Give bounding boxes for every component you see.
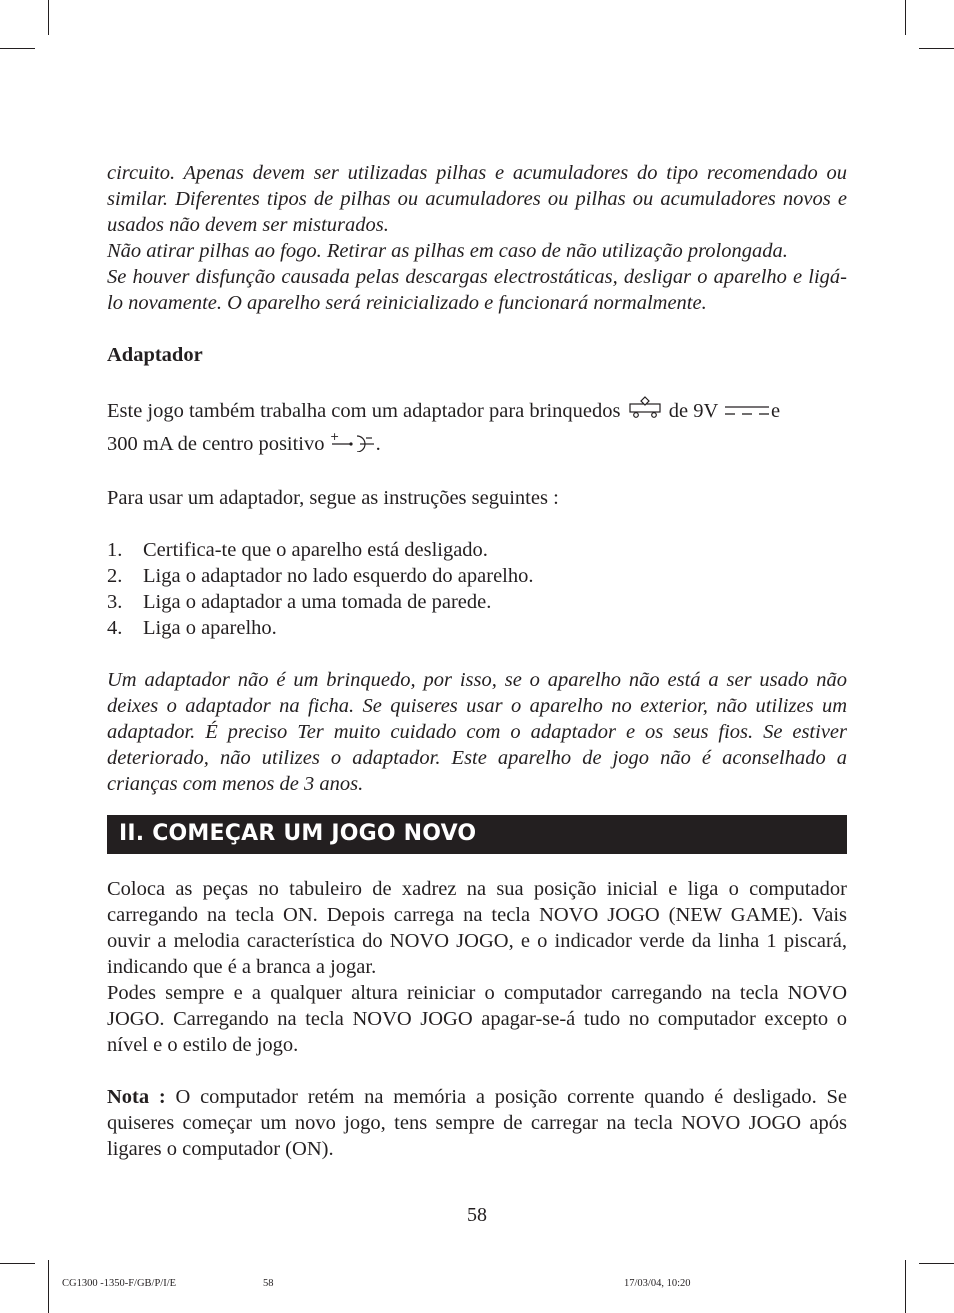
- crop-mark: [0, 48, 35, 49]
- list-item: [107, 615, 847, 641]
- intro-paragraph: circuito. Apenas devem ser utilizadas pilhas e acumuladores do tipo recomendado ou similar. Diferentes tipos de pilhas ou acumuladores ou pilhas ou acumuladores novos e usados não devem ser misturados.: [107, 162, 847, 236]
- adaptador-heading: Adaptador: [107, 344, 203, 366]
- adapter-text: de 9V: [668, 400, 718, 423]
- adapter-text: e: [771, 400, 781, 423]
- toy-transformer-icon: [626, 394, 664, 431]
- step-number: 3.: [107, 590, 123, 613]
- nota-text: O computador retém na memória a posição corrente quando é desligado. Se quiseres começar um novo jogo, tens sempre de carregar na tecla NOVO JOGO após ligares o computador (ON).: [107, 1085, 847, 1160]
- list-item: [107, 537, 847, 563]
- center-positive-polarity-icon: [330, 432, 376, 459]
- step-text: Liga o adaptador no lado esquerdo do aparelho.: [143, 564, 534, 587]
- page-number: 58: [467, 1204, 487, 1226]
- step-number: 4.: [107, 616, 123, 639]
- crop-mark: [48, 0, 49, 35]
- steps-list: [107, 537, 847, 641]
- page-content: [107, 160, 847, 1162]
- nota-label: Nota :: [107, 1085, 166, 1108]
- adapter-text: .: [375, 433, 381, 455]
- step-number: 1.: [107, 538, 123, 561]
- step-number: 2.: [107, 564, 123, 587]
- intro-paragraph: Não atirar pilhas ao fogo. Retirar as pilhas em caso de não utilização prolongada.: [107, 240, 788, 262]
- instructions-intro: Para usar um adaptador, segue as instruções seguintes :: [107, 486, 559, 509]
- list-item: [107, 563, 847, 589]
- footer-page: 58: [263, 1278, 274, 1289]
- crop-mark: [48, 1260, 49, 1313]
- step-text: Certifica-te que o aparelho está desligado.: [143, 538, 488, 561]
- dc-current-icon: [723, 400, 771, 426]
- crop-mark: [905, 1260, 906, 1313]
- crop-mark: [0, 1263, 35, 1264]
- body-paragraph: Coloca as peças no tabuleiro de xadrez na sua posição inicial e liga o computador carregando na tecla ON. Depois carrega na tecla NOVO JOGO (NEW GAME). Vais ouvir a melodia característica do NOVO JOGO, e o indicador verde da linha 1 piscará, indicando que é a branca a jogar.: [107, 877, 847, 978]
- step-text: Liga o aparelho.: [143, 616, 277, 639]
- footer-file-name: CG1300 -1350-F/GB/P/I/E: [62, 1278, 177, 1289]
- step-text: Liga o adaptador a uma tomada de parede.: [143, 590, 492, 613]
- list-item: [107, 589, 847, 615]
- crop-mark: [919, 48, 954, 49]
- svg-text:+: +: [329, 431, 339, 443]
- crop-mark: [905, 0, 906, 35]
- nota-paragraph: [107, 1084, 847, 1162]
- section-title: II. COMEÇAR UM JOGO NOVO: [119, 821, 477, 847]
- warning-paragraph: Um adaptador não é um brinquedo, por isso, se o aparelho não está a ser usado não deixes o adaptador na ficha. Se quiseres usar o aparelho no exterior, não utilizes um adaptador. É preciso Ter muito cuidado com o adaptador e os seus fios. Se estiver deteriorado, não utilizes o adaptador. Este aparelho de jogo não é aconselhado a crianças com menos de 3 anos.: [107, 668, 847, 795]
- section-heading: [107, 815, 847, 854]
- intro-paragraph: Se houver disfunção causada pelas descargas electrostáticas, desligar o aparelho e ligá-lo novamente. O aparelho será reinicializado e funcionará normalmente.: [107, 266, 847, 314]
- footer-timestamp: 17/03/04, 10:20: [624, 1278, 691, 1289]
- crop-mark: [919, 1263, 954, 1264]
- adapter-paragraph: [107, 394, 847, 459]
- adapter-text: 300 mA de centro positivo: [107, 433, 325, 455]
- body-paragraph: Podes sempre e a qualquer altura reiniciar o computador carregando na tecla NOVO JOGO. Carregando na tecla NOVO JOGO apagar-se-á tudo no computador excepto o nível e o estilo de jogo.: [107, 981, 847, 1056]
- adapter-text: Este jogo também trabalha com um adaptador para brinquedos: [107, 400, 621, 423]
